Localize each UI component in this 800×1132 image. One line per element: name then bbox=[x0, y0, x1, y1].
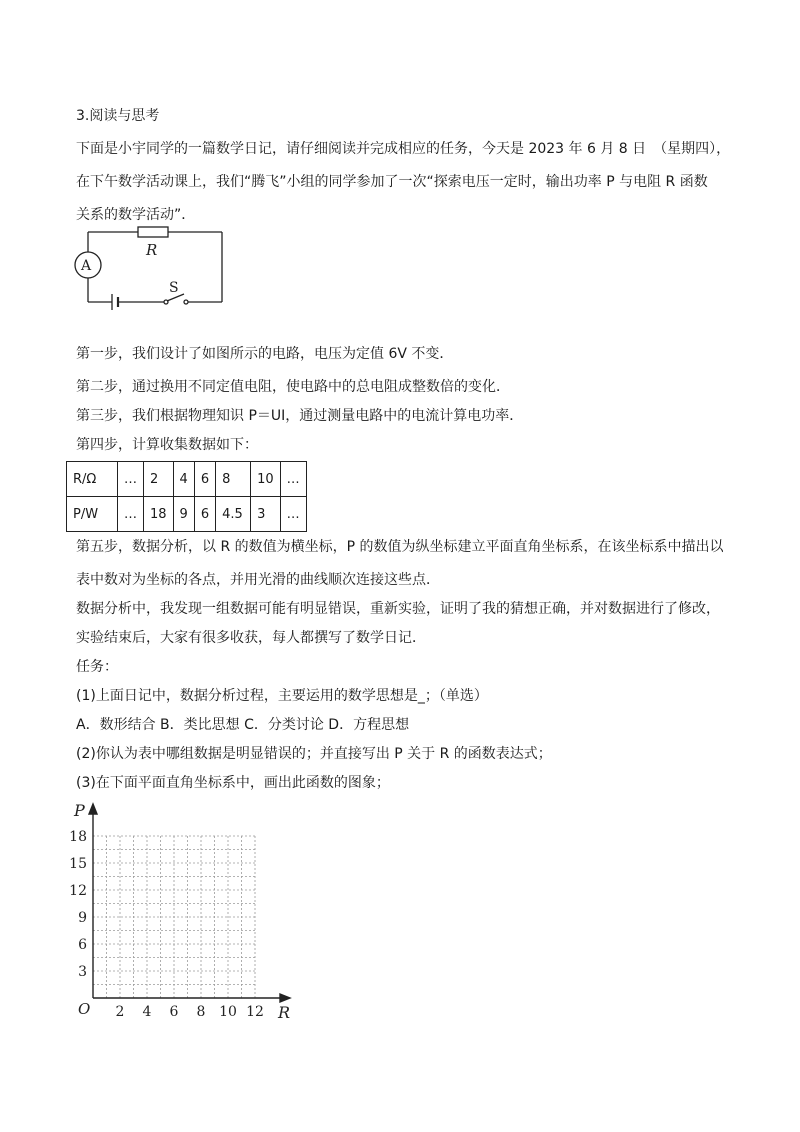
y-tick-label: 15 bbox=[69, 856, 87, 872]
table-cell: 3 bbox=[251, 497, 281, 532]
y-tick-label: 6 bbox=[78, 937, 87, 953]
y-tick-label: 12 bbox=[69, 883, 87, 899]
step-5-line-2: 表中数对为坐标的各点，并用光滑的曲线顺次连接这些点． bbox=[76, 572, 440, 588]
x-tick-label: 6 bbox=[169, 1004, 179, 1020]
table-cell: 18 bbox=[144, 497, 174, 532]
table-cell: R/Ω bbox=[67, 462, 118, 497]
table-row-r bbox=[67, 462, 307, 497]
analysis-line-1: 数据分析中，我发现一组数据可能有明显错误，重新实验，证明了我的猜想正确，并对数据进行了修改， bbox=[76, 601, 720, 617]
intro-line-1: 下面是小宇同学的一篇数学日记，请仔细阅读并完成相应的任务，今天是 2023 年 6 月 8 日 （星期四）， bbox=[76, 141, 731, 157]
data-table bbox=[66, 461, 307, 532]
step-1: 第一步，我们设计了如图所示的电路，电压为定值 6V 不变． bbox=[76, 346, 454, 362]
step-2: 第二步，通过换用不同定值电阻，使电路中的总电阻成整数倍的变化． bbox=[76, 379, 510, 395]
table-cell: 4 bbox=[173, 462, 194, 497]
table-cell: 9 bbox=[173, 497, 194, 532]
y-tick-label: 18 bbox=[69, 829, 87, 845]
table-cell: … bbox=[280, 497, 306, 532]
problem-title: 3.阅读与思考 bbox=[76, 108, 160, 124]
x-axis-arrow bbox=[280, 994, 290, 1002]
x-tick-label: 2 bbox=[115, 1004, 125, 1020]
task-2: (2)你认为表中哪组数据是明显错误的；并直接写出 P 关于 R 的函数表达式； bbox=[76, 746, 552, 762]
x-tick-label: 8 bbox=[196, 1004, 206, 1020]
task-1-options: A．数形结合 B．类比思想 C．分类讨论 D．方程思想 bbox=[76, 717, 410, 733]
resistor bbox=[138, 227, 168, 237]
table-cell: 8 bbox=[216, 462, 251, 497]
origin-label: O bbox=[78, 1000, 91, 1018]
task-3: (3)在下面平面直角坐标系中，画出此函数的图象； bbox=[76, 775, 390, 791]
table-cell: … bbox=[118, 497, 144, 532]
switch-label: S bbox=[169, 280, 179, 296]
task-1: (1)上面日记中，数据分析过程，主要运用的数学思想是_；（单选） bbox=[76, 688, 488, 704]
y-tick-label: 3 bbox=[78, 964, 87, 980]
analysis-line-2: 实验结束后，大家有很多收获，每人都撰写了数学日记． bbox=[76, 630, 426, 646]
grid-lines bbox=[93, 836, 255, 998]
table-cell: 6 bbox=[194, 497, 215, 532]
intro-line-3: 关系的数学活动”． bbox=[76, 207, 196, 223]
y-axis-arrow bbox=[89, 804, 97, 814]
resistor-label: R bbox=[146, 241, 158, 259]
table-cell: 6 bbox=[194, 462, 215, 497]
coordinate-graph bbox=[66, 800, 306, 1022]
table-row-p bbox=[67, 497, 307, 532]
x-tick-label: 4 bbox=[142, 1004, 152, 1020]
table-cell: 4.5 bbox=[216, 497, 251, 532]
y-tick-label: 9 bbox=[78, 910, 87, 926]
table-cell: 2 bbox=[144, 462, 174, 497]
table-cell: … bbox=[280, 462, 306, 497]
step-3: 第三步，我们根据物理知识 P＝UI，通过测量电路中的电流计算电功率． bbox=[76, 408, 524, 424]
table-cell: … bbox=[118, 462, 144, 497]
ammeter-label: A bbox=[81, 258, 92, 274]
table-cell: P/W bbox=[67, 497, 118, 532]
table-cell: 10 bbox=[251, 462, 281, 497]
intro-line-2: 在下午数学活动课上，我们“腾飞”小组的同学参加了一次“探索电压一定时，输出功率 P 与电阻 R 函数 bbox=[76, 174, 708, 190]
x-tick-label: 10 bbox=[219, 1004, 237, 1020]
step-4: 第四步，计算收集数据如下： bbox=[76, 437, 258, 453]
step-5-line-1: 第五步，数据分析，以 R 的数值为横坐标，P 的数值为纵坐标建立平面直角坐标系，在该坐标系中描出以 bbox=[76, 539, 724, 555]
circuit-diagram bbox=[72, 222, 232, 310]
tasks-heading: 任务： bbox=[76, 659, 118, 675]
y-axis-label: P bbox=[74, 801, 85, 820]
x-tick-label: 12 bbox=[246, 1004, 264, 1020]
x-axis-label: R bbox=[278, 1003, 291, 1022]
